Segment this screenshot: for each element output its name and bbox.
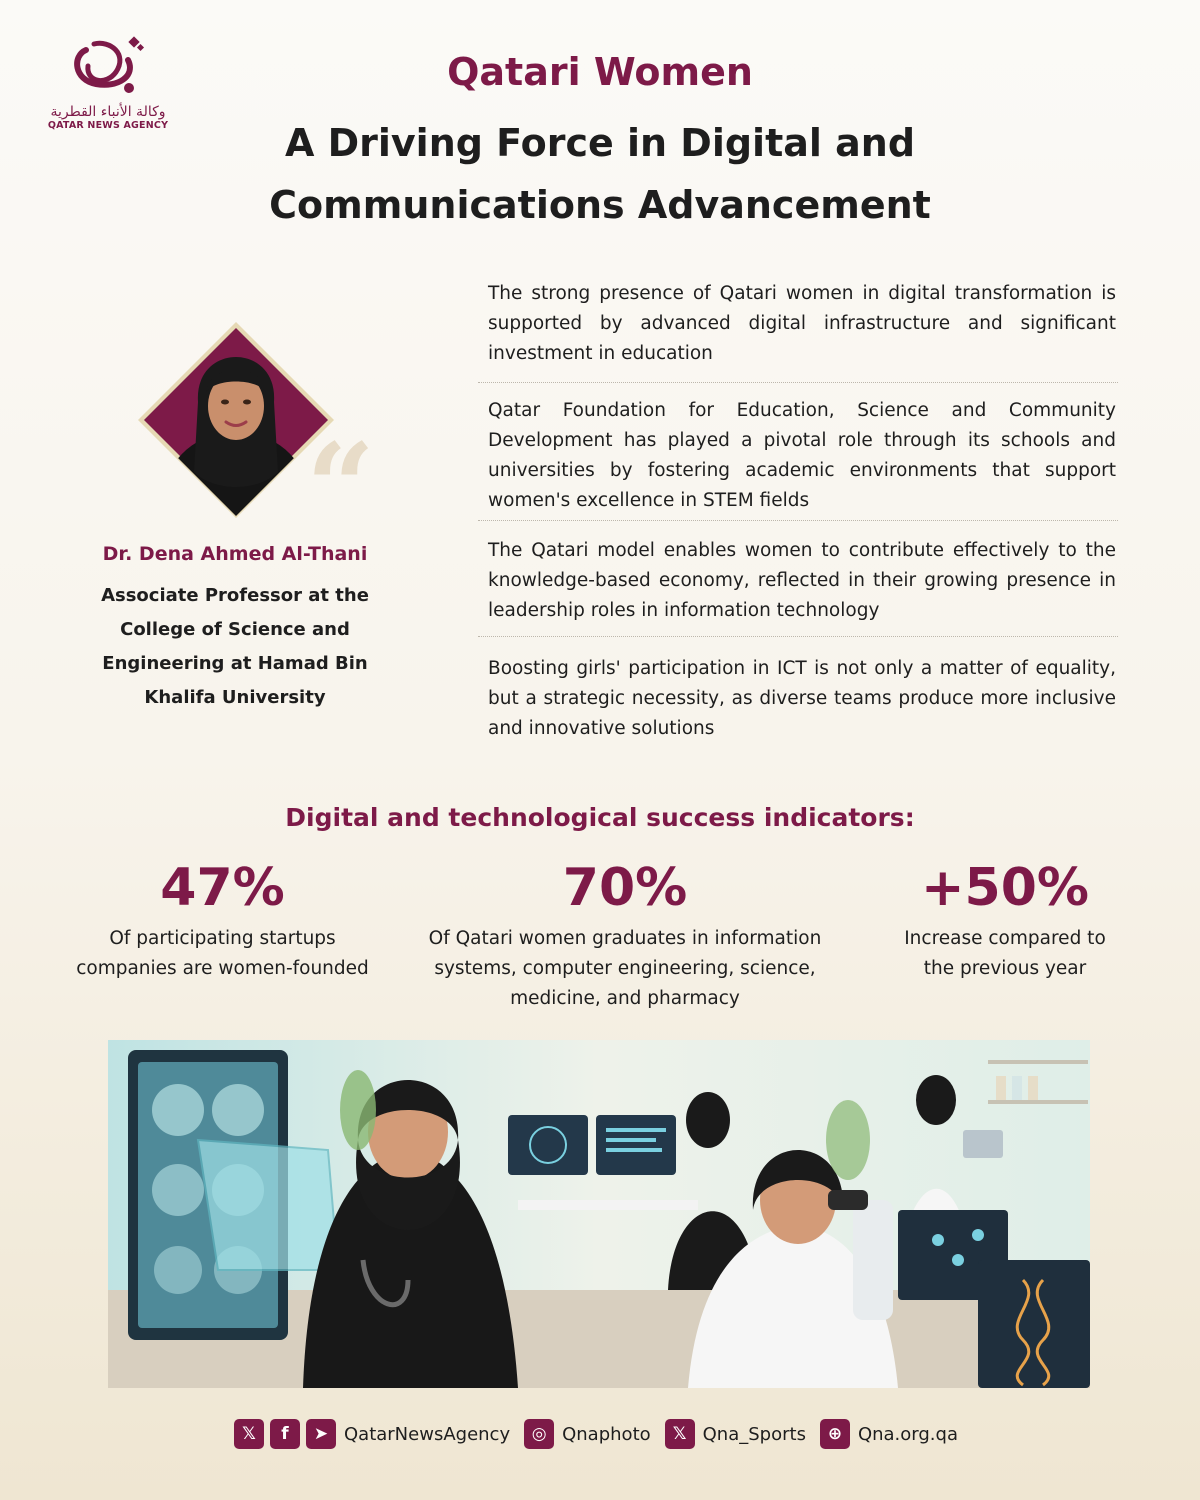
stat-value: 70% bbox=[562, 858, 688, 918]
stat-desc-line: Of Qatari women graduates in information bbox=[428, 928, 822, 949]
instagram-icon[interactable]: ◎ bbox=[524, 1419, 554, 1449]
page-subtitle bbox=[0, 112, 1200, 236]
stat-desc-line: systems, computer engineering, science, bbox=[434, 958, 816, 979]
role-line-2: College of Science and bbox=[120, 619, 350, 640]
paragraph-qatari-model: The Qatari model enables women to contribute effectively to the knowledge-based economy, reflected in their growing presence in leadership roles in information technology bbox=[488, 540, 1116, 621]
logo-english-text: QATAR NEWS AGENCY bbox=[47, 120, 169, 131]
quote-icon: “ bbox=[306, 417, 376, 558]
stat-desc-line: companies are women-founded bbox=[76, 958, 369, 979]
stat-increase bbox=[855, 858, 1155, 984]
indicators-title: Digital and technological success indicators: bbox=[285, 803, 915, 832]
paragraph-infrastructure: The strong presence of Qatari women in digital transformation is supported by advanced digital infrastructure and significant investment in education bbox=[488, 283, 1116, 364]
stat-value: +50% bbox=[920, 858, 1090, 918]
stat-graduates bbox=[400, 858, 850, 1014]
person-role bbox=[70, 579, 400, 715]
handle-instagram[interactable]: Qnaphoto bbox=[562, 1423, 651, 1445]
role-line-3: Engineering at Hamad Bin bbox=[102, 653, 368, 674]
stat-description bbox=[40, 924, 405, 984]
divider bbox=[478, 382, 1118, 383]
women-in-tech-illustration bbox=[108, 1040, 1090, 1388]
stat-startups bbox=[40, 858, 405, 984]
logo-arabic-text: وكالة الأنباء القطرية bbox=[50, 104, 166, 120]
divider bbox=[478, 636, 1118, 637]
role-line-1: Associate Professor at the bbox=[101, 585, 369, 606]
web-icon[interactable]: ⊕ bbox=[820, 1419, 850, 1449]
person-name: Dr. Dena Ahmed Al-Thani bbox=[102, 543, 368, 565]
portrait-photo bbox=[138, 322, 334, 518]
stat-value: 47% bbox=[160, 858, 285, 918]
handle-main[interactable]: QatarNewsAgency bbox=[344, 1423, 511, 1445]
handle-sports[interactable]: Qna_Sports bbox=[702, 1423, 806, 1445]
paragraph-ict-participation: Boosting girls' participation in ICT is not only a matter of equality, but a strategic necessity, as diverse teams produce more inclusive and innovative solutions bbox=[488, 658, 1116, 739]
stat-desc-line: Of participating startups bbox=[109, 928, 336, 949]
x-sports-icon[interactable]: 𝕏 bbox=[665, 1419, 695, 1449]
stat-description bbox=[855, 924, 1155, 984]
role-line-4: Khalifa University bbox=[144, 687, 326, 708]
facebook-icon[interactable]: f bbox=[270, 1419, 300, 1449]
paragraph-qatar-foundation: Qatar Foundation for Education, Science and Community Development has played a pivotal role through its schools and universities by fostering academic environments that support women's excellence in STEM fields bbox=[488, 400, 1116, 511]
page-title: Qatari Women bbox=[447, 50, 753, 94]
subtitle-line-1: A Driving Force in Digital and bbox=[284, 121, 916, 165]
subtitle-line-2: Communications Advancement bbox=[269, 183, 931, 227]
telegram-icon[interactable]: ➤ bbox=[306, 1419, 336, 1449]
stat-description bbox=[400, 924, 850, 1014]
stat-desc-line: the previous year bbox=[923, 958, 1087, 979]
social-footer bbox=[0, 1416, 1200, 1452]
x-icon[interactable]: 𝕏 bbox=[234, 1419, 264, 1449]
divider bbox=[478, 520, 1118, 521]
website-link[interactable]: Qna.org.qa bbox=[857, 1423, 958, 1445]
stat-desc-line: medicine, and pharmacy bbox=[510, 988, 740, 1009]
stat-desc-line: Increase compared to bbox=[904, 928, 1106, 949]
